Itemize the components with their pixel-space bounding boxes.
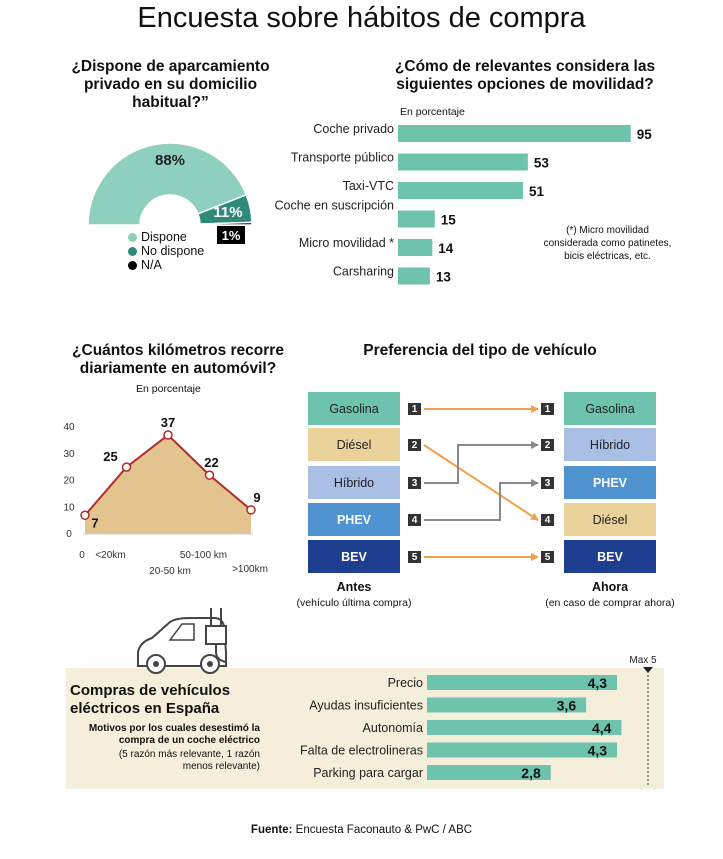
before-rank-1: 1 — [408, 403, 421, 415]
km-subtitle: En porcentaje — [136, 383, 201, 395]
mobility-value-micro-movilidad: 14 — [438, 241, 454, 256]
before-sub: (vehículo última compra) — [296, 597, 412, 609]
donut-label-na: 1% — [221, 228, 241, 243]
after-vehicle-phev: PHEV — [564, 466, 656, 499]
vehicle-arrow-hibrido — [424, 445, 538, 483]
mobility-bar-coche-privado — [398, 125, 631, 142]
mobility-cat-coche-en-suscripcion: Coche en suscripción — [274, 198, 394, 213]
reasons-title: Compras de vehículos eléctricos en España — [70, 682, 231, 717]
before-vehicle-hibrido: Híbrido — [308, 466, 400, 499]
reasons-cat-falta-de-electrolineras: Falta de electrolineras — [300, 743, 423, 758]
before-label: Antes — [336, 580, 372, 594]
km-ytick-30: 30 — [63, 448, 75, 460]
reasons-value-ayudas-insuficientes: 3,6 — [556, 697, 577, 714]
reasons-value-precio: 4,3 — [587, 675, 608, 691]
km-point-0 — [81, 511, 89, 519]
after-rank-4: 4 — [541, 514, 554, 526]
before-rank-5: 5 — [408, 551, 421, 563]
mobility-title: ¿Cómo de relevantes considera las siguientes opciones de movilidad? — [394, 58, 656, 93]
km-value-1: 25 — [103, 449, 118, 465]
mobility-value-coche-privado: 95 — [636, 127, 652, 142]
reasons-value-parking-para-cargar: 2,8 — [521, 765, 541, 781]
mobility-bar-carsharing — [398, 268, 430, 285]
km-xtick-0: 0 — [79, 550, 85, 561]
after-rank-5: 5 — [541, 551, 554, 563]
mobility-value-carsharing: 13 — [435, 269, 451, 285]
mobility-bar-taxi-vtc — [398, 182, 523, 199]
before-rank-4: 4 — [408, 514, 421, 526]
mobility-cat-taxi-vtc: Taxi-VTC — [342, 179, 394, 193]
mobility-value-coche-en-suscripcion: 15 — [440, 212, 456, 228]
page-title: Encuesta sobre hábitos de compra — [137, 2, 586, 34]
legend-label-no-dispone: No dispone — [141, 244, 205, 258]
source-text: Encuesta Faconauto & PwC / ABC — [292, 824, 473, 836]
mobility-bar-chart — [250, 115, 680, 290]
vehicle-arrow-phev — [424, 483, 538, 520]
donut-label-no-dispone: 11% — [213, 204, 243, 221]
legend-swatch-dispone — [128, 233, 137, 242]
legend-label-na: N/A — [141, 258, 162, 272]
reasons-desc: Motivos por los cuales desestimó la compra de un coche eléctrico — [88, 723, 260, 746]
reasons-cat-ayudas-insuficientes: Ayudas insuficientes — [309, 698, 423, 713]
mobility-bar-micro-movilidad — [398, 239, 432, 256]
after-rank-2: 2 — [541, 439, 554, 451]
vehicle-title: Preferencia del tipo de vehículo — [363, 342, 597, 359]
mobility-bar-coche-en-suscripcion — [398, 211, 435, 228]
mobility-note: (*) Micro movilidad considerada como patinetes, bicis eléctricas, etc. — [543, 225, 672, 262]
vehicle-arrow-diesel — [424, 445, 538, 520]
before-vehicle-diesel: Diésel — [308, 428, 400, 461]
after-rank-3: 3 — [541, 477, 554, 489]
reasons-max-marker — [643, 667, 653, 673]
reasons-value-autonomia: 4,4 — [592, 720, 612, 736]
reasons-value-falta-de-electrolineras: 4,3 — [587, 742, 608, 759]
reasons-cat-precio: Precio — [387, 676, 423, 690]
after-vehicle-hibrido: Híbrido — [564, 428, 656, 461]
mobility-subtitle: En porcentaje — [400, 106, 465, 118]
before-vehicle-bev: BEV — [308, 540, 400, 573]
before-vehicle-gasolina: Gasolina — [308, 392, 400, 425]
after-vehicle-bev: BEV — [564, 540, 656, 573]
km-value-4: 9 — [253, 489, 261, 505]
legend-label-dispone: Dispone — [141, 230, 187, 244]
legend-swatch-na — [128, 261, 137, 270]
km-point-1 — [123, 463, 131, 471]
km-xtick-1: <20km — [95, 550, 126, 561]
km-value-3: 22 — [204, 455, 219, 471]
donut-label-dispone: 88% — [154, 152, 186, 169]
legend-item-no-dispone — [128, 244, 204, 258]
km-ytick-0: 0 — [66, 529, 72, 540]
km-point-2 — [164, 431, 172, 439]
reasons-cat-parking-para-cargar: Parking para cargar — [313, 766, 423, 780]
mobility-value-taxi-vtc: 51 — [528, 184, 544, 199]
after-vehicle-diesel: Diésel — [564, 503, 656, 536]
after-vehicle-gasolina: Gasolina — [564, 392, 656, 425]
km-title: ¿Cuántos kilómetros recorre diariamente en automóvil? — [72, 342, 284, 377]
before-vehicle-phev: PHEV — [308, 503, 400, 536]
mobility-cat-carsharing: Carsharing — [332, 264, 394, 279]
before-rank-2: 2 — [408, 439, 421, 451]
km-ytick-40: 40 — [63, 422, 75, 433]
after-label: Ahora — [591, 580, 629, 594]
mobility-bar-transporte-publico — [398, 154, 528, 171]
reasons-max-label: Max 5 — [629, 655, 657, 666]
reasons-cat-autonomia: Autonomía — [362, 721, 423, 735]
km-ytick-20: 20 — [63, 475, 75, 487]
car-plug-icon — [130, 600, 240, 675]
mobility-cat-transporte-publico: Transporte público — [290, 150, 394, 165]
km-point-4 — [247, 506, 255, 514]
source-label: Fuente: — [250, 824, 293, 836]
parking-legend — [128, 230, 204, 272]
km-area-chart — [55, 410, 285, 585]
km-xtick-2: 20-50 km — [149, 566, 191, 577]
after-sub: (en caso de comprar ahora) — [545, 597, 675, 609]
mobility-cat-coche-privado: Coche privado — [313, 122, 394, 136]
km-point-3 — [206, 471, 214, 479]
km-xtick-4: >100km — [232, 564, 268, 575]
legend-swatch-no-dispone — [128, 247, 137, 256]
mobility-cat-micro-movilidad: Micro movilidad * — [298, 236, 394, 250]
mobility-value-transporte-publico: 53 — [533, 155, 549, 171]
legend-item-na — [128, 258, 204, 272]
parking-title: ¿Dispone de aparcamiento privado en su domicilio habitual?” — [71, 58, 270, 111]
km-value-2: 37 — [160, 415, 176, 431]
legend-item-dispone — [128, 230, 204, 244]
reasons-bar-chart — [270, 650, 670, 790]
before-rank-3: 3 — [408, 477, 421, 489]
km-xtick-3: 50-100 km — [179, 550, 228, 561]
after-rank-1: 1 — [541, 403, 554, 415]
source-line — [0, 824, 723, 836]
km-value-0: 7 — [91, 515, 99, 531]
km-ytick-10: 10 — [63, 502, 75, 514]
reasons-desc-sub: (5 razón más relevante, 1 razón menos relevante) — [118, 749, 260, 772]
